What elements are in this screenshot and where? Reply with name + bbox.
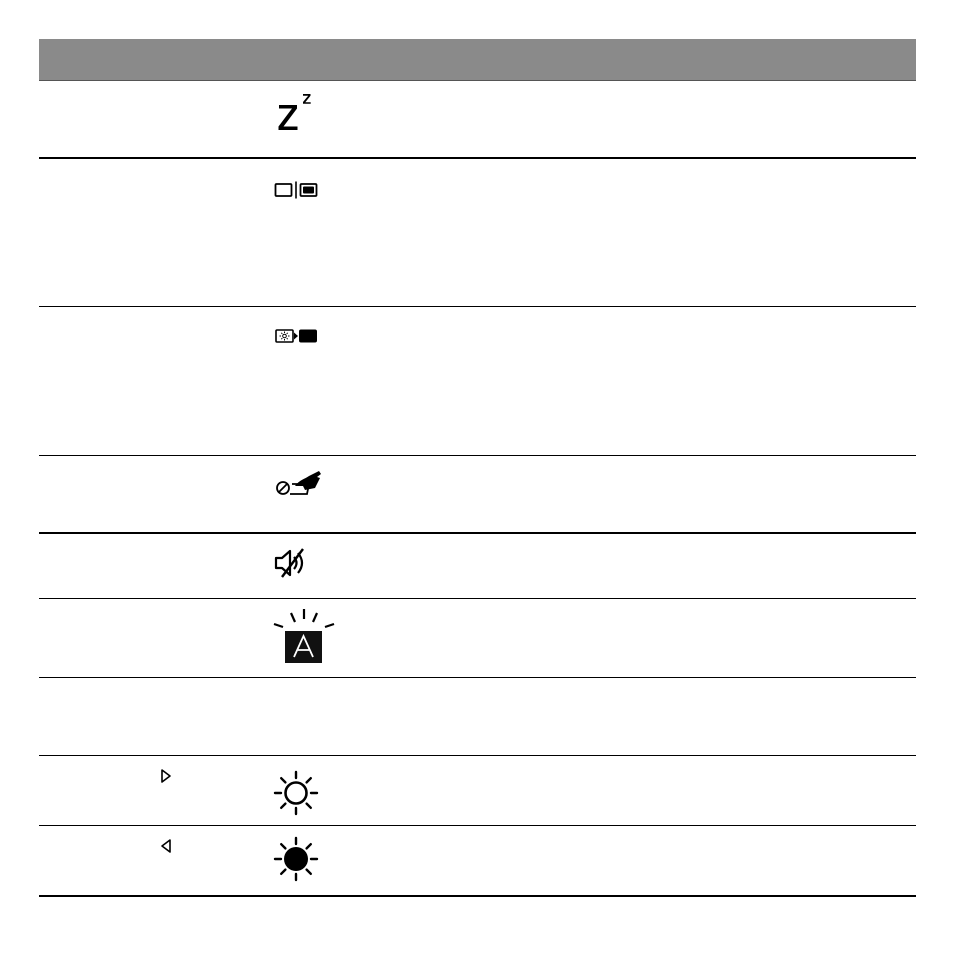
display-toggle-icon bbox=[273, 181, 325, 199]
sleep-zz-icon bbox=[273, 91, 323, 131]
left-arrow-icon bbox=[160, 838, 172, 854]
table-row-screen-blank bbox=[39, 307, 916, 456]
table-row-sleep bbox=[39, 81, 916, 159]
screen-blank-icon bbox=[273, 327, 325, 345]
table-row-keyboard-backlight bbox=[39, 599, 916, 678]
touchpad-toggle-icon bbox=[273, 470, 325, 498]
speaker-mute-icon bbox=[273, 548, 313, 578]
table-row-touchpad bbox=[39, 456, 916, 534]
right-arrow-icon bbox=[160, 768, 172, 784]
keyboard-backlight-icon bbox=[273, 607, 335, 665]
hotkey-table bbox=[39, 39, 916, 897]
table-row-brightness-up bbox=[39, 756, 916, 826]
table-row-blank bbox=[39, 678, 916, 756]
brightness-up-icon bbox=[273, 770, 319, 816]
table-row-display-toggle bbox=[39, 159, 916, 307]
brightness-down-icon bbox=[273, 836, 319, 882]
table-row-speaker bbox=[39, 534, 916, 599]
table-header bbox=[39, 39, 916, 81]
table-row-brightness-down bbox=[39, 826, 916, 897]
